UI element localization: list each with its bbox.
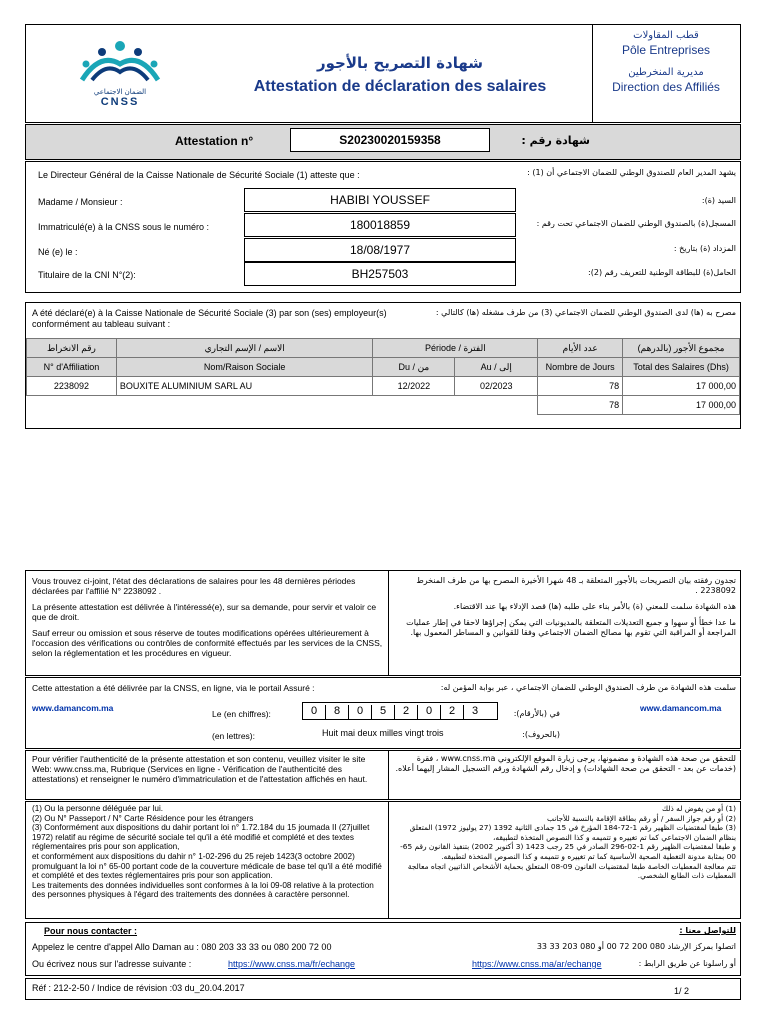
contact-phone-arabic: اتصلوا بمركز الإرشاد 080 200 72 00 أو 080 203 33 33: [536, 942, 736, 951]
info-french: [32, 576, 384, 658]
date-letters-label: (en lettres):: [212, 731, 255, 741]
date-digit: 0: [425, 705, 433, 717]
contact-link-ar[interactable]: https://www.cnss.ma/ar/echange: [472, 959, 602, 969]
birth-label: Né (e) le :: [38, 247, 78, 257]
attestation-label: Attestation n°: [175, 134, 254, 148]
cni-field: BH257503: [244, 262, 516, 286]
table-header-row: [27, 358, 740, 377]
immat-field: 180018859: [244, 213, 516, 237]
delivery-text: Cette attestation a été délivrée par la CNSS, en ligne, via le portail Assuré :: [32, 683, 315, 693]
date-digit: 5: [379, 705, 387, 717]
date-digit: 8: [333, 705, 341, 717]
col-name-ar: الاسم / الإسم التجاري: [116, 339, 373, 358]
logo-arabic: الضمان الاجتماعي: [93, 88, 147, 96]
cnss-logo-icon: [72, 34, 168, 86]
table-row: [27, 377, 740, 396]
delivery-text-arabic: سلمت هذه الشهادة من طرف الصندوق الوطني للضمان الاجتماعي ، عبر بوابة المؤمن له:: [440, 683, 736, 692]
declaration-text-arabic: مصرح به (ها) لدى الصندوق الوطني للضمان الاجتماعي (3) من طرف مشغله (ها) كالتالي :: [435, 308, 736, 317]
notes-divider: [388, 801, 389, 919]
date-digit: 2: [402, 705, 410, 717]
info-p3: Sauf erreur ou omission et sous réserve de toutes modifications opérées ultérieurement à l'occasion des vérifications ou contrôles de conformité effectués par les services de la CNSS, selon la réglementation et les procédures en vigueur.: [32, 628, 383, 658]
col-au: Au / إلى: [455, 358, 538, 377]
cell-au: 02/2023: [455, 377, 538, 396]
col-affiliation-ar: رقم الانخراط: [27, 339, 117, 358]
date-digits-label: Le (en chiffres):: [212, 709, 271, 719]
cell-empty: [27, 396, 538, 415]
cni-label: Titulaire de la CNI N°(2):: [38, 270, 136, 280]
notes-text-arabic: (1) أو من يفوض له ذلك (2) أو رقم جواز السفر / أو رقم بطاقة الإقامة بالنسبة للأجانب (3) طبقا لمقتضيات الظهير رقم 1-72-184 المؤرخ في 15 جمادى الثانية 1392 (27 يوليوز 1972) المتعلق بنظام الضمان الاجتماعي كما تم تغييره و تتميمه و كذا النصوص المتخذة لتطبيقه، و طبقا لمقتضيات الظهير رقم 1-02-296 الصادر في 25 رجب 1423 (3 أكتوبر 2002) بتنفيذ القانون رقم 65-00 بمثابة مدونة التغطية الصحية الأساسية كما تم تغييره و تتميمه و كذا النصوص المتخذة لتطبيقه. تتم معالجة المعطيات الخاصة طبقا لمقتضيات القانون 09-08 المتعلق بحماية الأشخاص الذاتيين اتجاه معالجة المعطيات ذات الطابع الشخصي.: [400, 804, 736, 881]
cell-du: 12/2022: [373, 377, 455, 396]
col-du: Du / من: [373, 358, 455, 377]
name-label-arabic: السيد (ة):: [701, 196, 736, 205]
verify-text-arabic: للتحقق من صحة هذه الشهادة و مضمونها، يرجى زيارة الموقع الإلكتروني www.cnss.ma ، فقرة (خدمات عن بعد - التحقق من صحة الشهادات) و إدخال رقم الشهادة ورقم التسجيل المشار إليهما أعلاه.: [395, 754, 736, 773]
pole-block: [596, 30, 736, 94]
cell-affiliation: 2238092: [27, 377, 117, 396]
page-title: Attestation de déclaration des salaires: [253, 78, 547, 95]
info-p1: Vous trouvez ci-joint, l'état des déclarations de salaires pour les 48 dernières périodes déclarées par l'affilié N° 2238092 .: [32, 576, 356, 596]
cell-total: 17 000,00: [623, 377, 740, 396]
page-number: 1/ 2: [674, 986, 690, 996]
attestation-label-arabic: شهادة رقم :: [521, 134, 590, 147]
verify-divider: [388, 750, 389, 800]
col-total: Total des Salaires (Dhs): [623, 358, 740, 377]
info-divider: [388, 570, 389, 676]
contact-link-fr[interactable]: https://www.cnss.ma/fr/echange: [228, 959, 356, 969]
identity-intro: Le Directeur Général de la Caisse Nationale de Sécurité Sociale (1) atteste que :: [38, 170, 360, 180]
table-empty-row: [27, 396, 740, 415]
info-arabic: [393, 576, 736, 638]
contact-write: Ou écrivez nous sur l'adresse suivante :: [32, 959, 192, 969]
name-field: HABIBI YOUSSEF: [244, 188, 516, 212]
col-total-ar: مجموع الأجور (بالدرهم): [623, 339, 740, 358]
date-letters-label-arabic: (بالحروف):: [522, 730, 560, 739]
contact-title-arabic: للتواصل معنا :: [679, 926, 736, 935]
verify-text: Pour vérifier l'authenticité de la présente attestation et son contenu, veuillez visiter le site Web: www.cnss.ma, Rubrique (Services en ligne - Vérification de l'authenticité des attestations) et renseigner le numéro d'immatriculation et de l'attestation affichés en haut.: [32, 754, 368, 784]
col-affiliation: N° d'Affiliation: [27, 358, 117, 377]
cell-days: 78: [538, 377, 623, 396]
date-digits-label-arabic: في (بالأرقام):: [513, 709, 560, 718]
date-digits-box: [302, 702, 498, 720]
col-name: Nom/Raison Sociale: [116, 358, 373, 377]
info-p2: La présente attestation est délivrée à l'intéressé(e), sur sa demande, pour servir et valoir ce que de droit.: [32, 602, 377, 622]
info-p2-arabic: هذه الشهادة سلمت للمعني (ة) بالأمر بناء على طلبه (ها) قصد الإدلاء بها عند الاقتضاء.: [453, 602, 736, 611]
birth-field: 18/08/1977: [244, 238, 516, 262]
title-arabic: شهادة التصريح بالأجور: [316, 54, 484, 72]
notes-text: (1) Ou la personne déléguée par lui. (2) Ou N° Passeport / N° Carte Résidence pour les étrangers (3) Conformément aux dispositions du dahir portant loi n° 1.72.184 du 15 joumada II (27juillet 1972) relatif au régime de sécurité sociale tel qu'il a été modifié et complété et des textes réglementaires pris pour son application, et conformément aux dispositions du dahir n° 1-02-296 du 25 rejeb 1423(3 octobre 2002) promulguant la loi n° 65-00 portant code de la couverture médicale de base tel qu'il a été modifié et complété et des textes réglementaires pris pour son application. Les traitements des données individuelles sont conformes à la loi 09-08 relative à la protection des personnes physiques à l'égard des traitements des données à caractère personnel.: [32, 804, 382, 900]
date-digit: 3: [471, 705, 479, 717]
damancom-link-left[interactable]: www.damancom.ma: [32, 703, 114, 713]
contact-phone: Appelez le centre d'appel Allo Daman au : 080 203 33 33 ou 080 200 72 00: [32, 942, 332, 952]
col-days: Nombre de Jours: [538, 358, 623, 377]
direction-arabic: مديرية المنخرطين: [628, 67, 704, 78]
immat-label: Immatriculé(e) à la CNSS sous le numéro :: [38, 222, 210, 232]
info-p3-arabic: ما عدا خطأ أو سهوا و جميع التعديلات المتعلقة بالمديونيات التي يمكن إجراؤها لاحقا في إطار عمليات المراجعة أو المراقبة التي تقوم بها مصالح الضمان الاجتماعي وفقا للقوانين و المساطر المعمول بها.: [406, 618, 736, 637]
date-digit: 2: [448, 705, 456, 717]
total-days: 78: [538, 396, 623, 415]
cni-label-arabic: الحامل(ة) للبطاقة الوطنية للتعريف رقم (2):: [588, 268, 736, 277]
total-salaries: 17 000,00: [623, 396, 740, 415]
identity-intro-arabic: يشهد المدير العام للصندوق الوطني للضمان الاجتماعي أن (1) :: [527, 168, 736, 177]
direction-french: Direction des Affiliés: [612, 80, 720, 94]
date-digit: 0: [356, 705, 364, 717]
birth-label-arabic: المزداد (ة) بتاريخ :: [673, 244, 736, 253]
col-days-ar: عدد الأيام: [538, 339, 623, 358]
footer-ref: Réf : 212-2-50 / Indice de révision :03 du_20.04.2017: [32, 983, 245, 993]
attestation-number: S20230020159358: [290, 128, 490, 152]
contact-title: Pour nous contacter :: [44, 926, 138, 936]
info-p1-arabic: تجدون رفقته بيان التصريحات بالأجور المتعلقة بـ 48 شهرا الأخيرة المصرح بها من طرف المنخرط 2238092 .: [416, 576, 736, 595]
pole-arabic: قطب المقاولات: [633, 30, 699, 41]
damancom-link-right[interactable]: www.damancom.ma: [640, 703, 722, 713]
col-period: Période / الفترة: [373, 339, 538, 358]
salary-table: [26, 338, 740, 415]
cell-name: BOUXITE ALUMINIUM SARL AU: [116, 377, 373, 396]
date-letters-value: Huit mai deux milles vingt trois: [322, 728, 444, 738]
header-divider: [592, 24, 593, 123]
declaration-text: A été déclaré(e) à la Caisse Nationale de Sécurité Sociale (3) par son (ses) employeur(s) conformément au tableau suivant :: [32, 308, 387, 329]
table-header-arabic-row: [27, 339, 740, 358]
name-label: Madame / Monsieur :: [38, 197, 123, 207]
immat-label-arabic: المسجل(ة) بالصندوق الوطني للضمان الاجتماعي تحت رقم :: [536, 219, 736, 228]
pole-french: Pôle Entreprises: [621, 43, 711, 57]
contact-write-arabic: أو راسلونا عن طريق الرابط :: [638, 959, 736, 968]
cnss-logo: [72, 34, 168, 112]
date-digit: 0: [310, 705, 318, 717]
logo-text: CNSS: [100, 96, 140, 108]
